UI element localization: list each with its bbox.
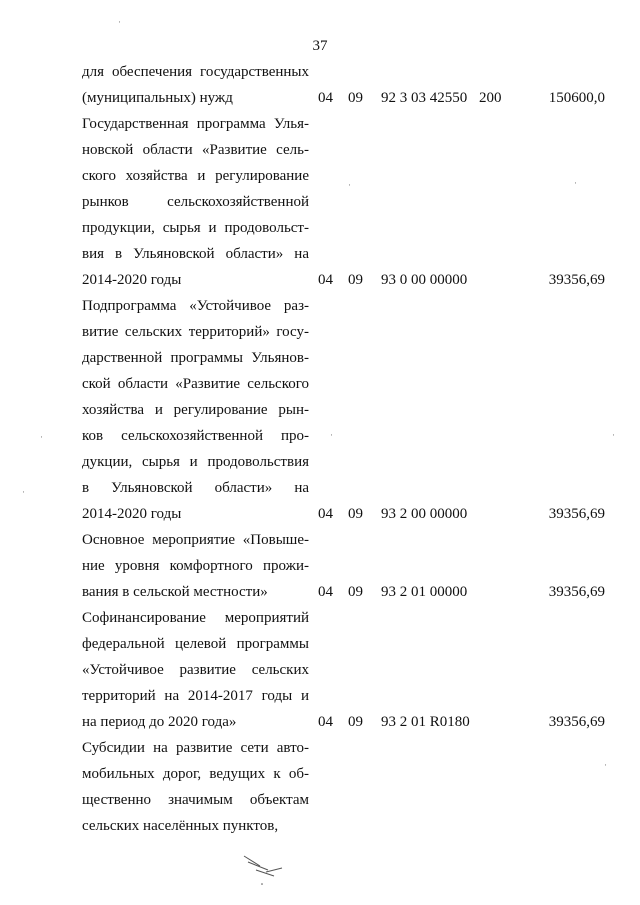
row-text-line: ние уровня комфортного прожи- bbox=[82, 558, 309, 574]
section-code: 04 bbox=[318, 506, 333, 522]
section-code: 04 bbox=[318, 714, 333, 730]
row-text-line: дарственной программы Ульянов- bbox=[82, 350, 309, 366]
subsection-code: 09 bbox=[348, 584, 363, 600]
subsection-code: 09 bbox=[348, 272, 363, 288]
row-text-line: хозяйства и регулирование рын- bbox=[82, 402, 309, 418]
scan-speck: · bbox=[604, 760, 607, 770]
target-article-code: 93 0 00 00000 bbox=[381, 272, 468, 288]
row-text-line: для обеспечения государственных bbox=[82, 64, 309, 80]
row-text-line: Основное мероприятие «Повыше- bbox=[82, 532, 309, 548]
row-text-line: 2014-2020 годы bbox=[82, 272, 182, 288]
row-text-line: новской области «Развитие сель- bbox=[82, 142, 309, 158]
row-text-line: мобильных дорог, ведущих к об- bbox=[82, 766, 309, 782]
subsection-code: 09 bbox=[348, 506, 363, 522]
scan-speck: · bbox=[40, 432, 43, 442]
page-number: 37 bbox=[312, 38, 328, 54]
scan-speck: · bbox=[574, 178, 577, 188]
row-text-line: продукции, сырья и продовольст- bbox=[82, 220, 309, 236]
row-text-line: вания в сельской местности» bbox=[82, 584, 268, 600]
row-text-line: ков сельскохозяйственной про- bbox=[82, 428, 309, 444]
row-text-line: ского хозяйства и регулирование bbox=[82, 168, 309, 184]
scan-speck: · bbox=[22, 487, 25, 497]
row-text-line: 2014-2020 годы bbox=[82, 506, 182, 522]
target-article-code: 93 2 01 00000 bbox=[381, 584, 468, 600]
row-text-line: Государственная программа Улья- bbox=[82, 116, 309, 132]
scan-speck: · bbox=[330, 430, 333, 440]
amount-value: 39356,69 bbox=[548, 272, 605, 288]
row-text-line: на период до 2020 года» bbox=[82, 714, 237, 730]
scan-speck: · bbox=[118, 17, 121, 27]
row-text-line: «Устойчивое развитие сельских bbox=[82, 662, 309, 678]
target-article-code: 92 3 03 42550 bbox=[381, 90, 468, 106]
section-code: 04 bbox=[318, 272, 333, 288]
row-text-line: дукции, сырья и продовольствия bbox=[82, 454, 309, 470]
amount-value: 150600,0 bbox=[548, 90, 605, 106]
row-text-line: Софинансирование мероприятий bbox=[82, 610, 309, 626]
subsection-code: 09 bbox=[348, 714, 363, 730]
section-code: 04 bbox=[318, 584, 333, 600]
row-text-line: рынков сельскохозяйственной bbox=[82, 194, 309, 210]
row-text-line: витие сельских территорий» госу- bbox=[82, 324, 309, 340]
scan-speck: · bbox=[612, 430, 615, 440]
row-text-line: в Ульяновской области» на bbox=[82, 480, 309, 496]
amount-value: 39356,69 bbox=[548, 584, 605, 600]
row-text-line: территорий на 2014-2017 годы и bbox=[82, 688, 309, 704]
scan-speck: · bbox=[348, 180, 351, 190]
row-text-line: (муниципальных) нужд bbox=[82, 90, 233, 106]
row-text-line: Подпрограмма «Устойчивое раз- bbox=[82, 298, 309, 314]
row-text-line: щественно значимым объектам bbox=[82, 792, 309, 808]
scan-scribble bbox=[238, 850, 288, 890]
amount-value: 39356,69 bbox=[548, 506, 605, 522]
row-text-line: Субсидии на развитие сети авто- bbox=[82, 740, 309, 756]
row-text-line: вия в Ульяновской области» на bbox=[82, 246, 309, 262]
row-text-line: ской области «Развитие сельского bbox=[82, 376, 309, 392]
target-article-code: 93 2 01 R0180 bbox=[381, 714, 470, 730]
subsection-code: 09 bbox=[348, 90, 363, 106]
target-article-code: 93 2 00 00000 bbox=[381, 506, 468, 522]
amount-value: 39356,69 bbox=[548, 714, 605, 730]
row-text-line: федеральной целевой программы bbox=[82, 636, 309, 652]
row-text-line: сельских населённых пунктов, bbox=[82, 818, 279, 834]
section-code: 04 bbox=[318, 90, 333, 106]
expense-type-code: 200 bbox=[479, 90, 502, 106]
